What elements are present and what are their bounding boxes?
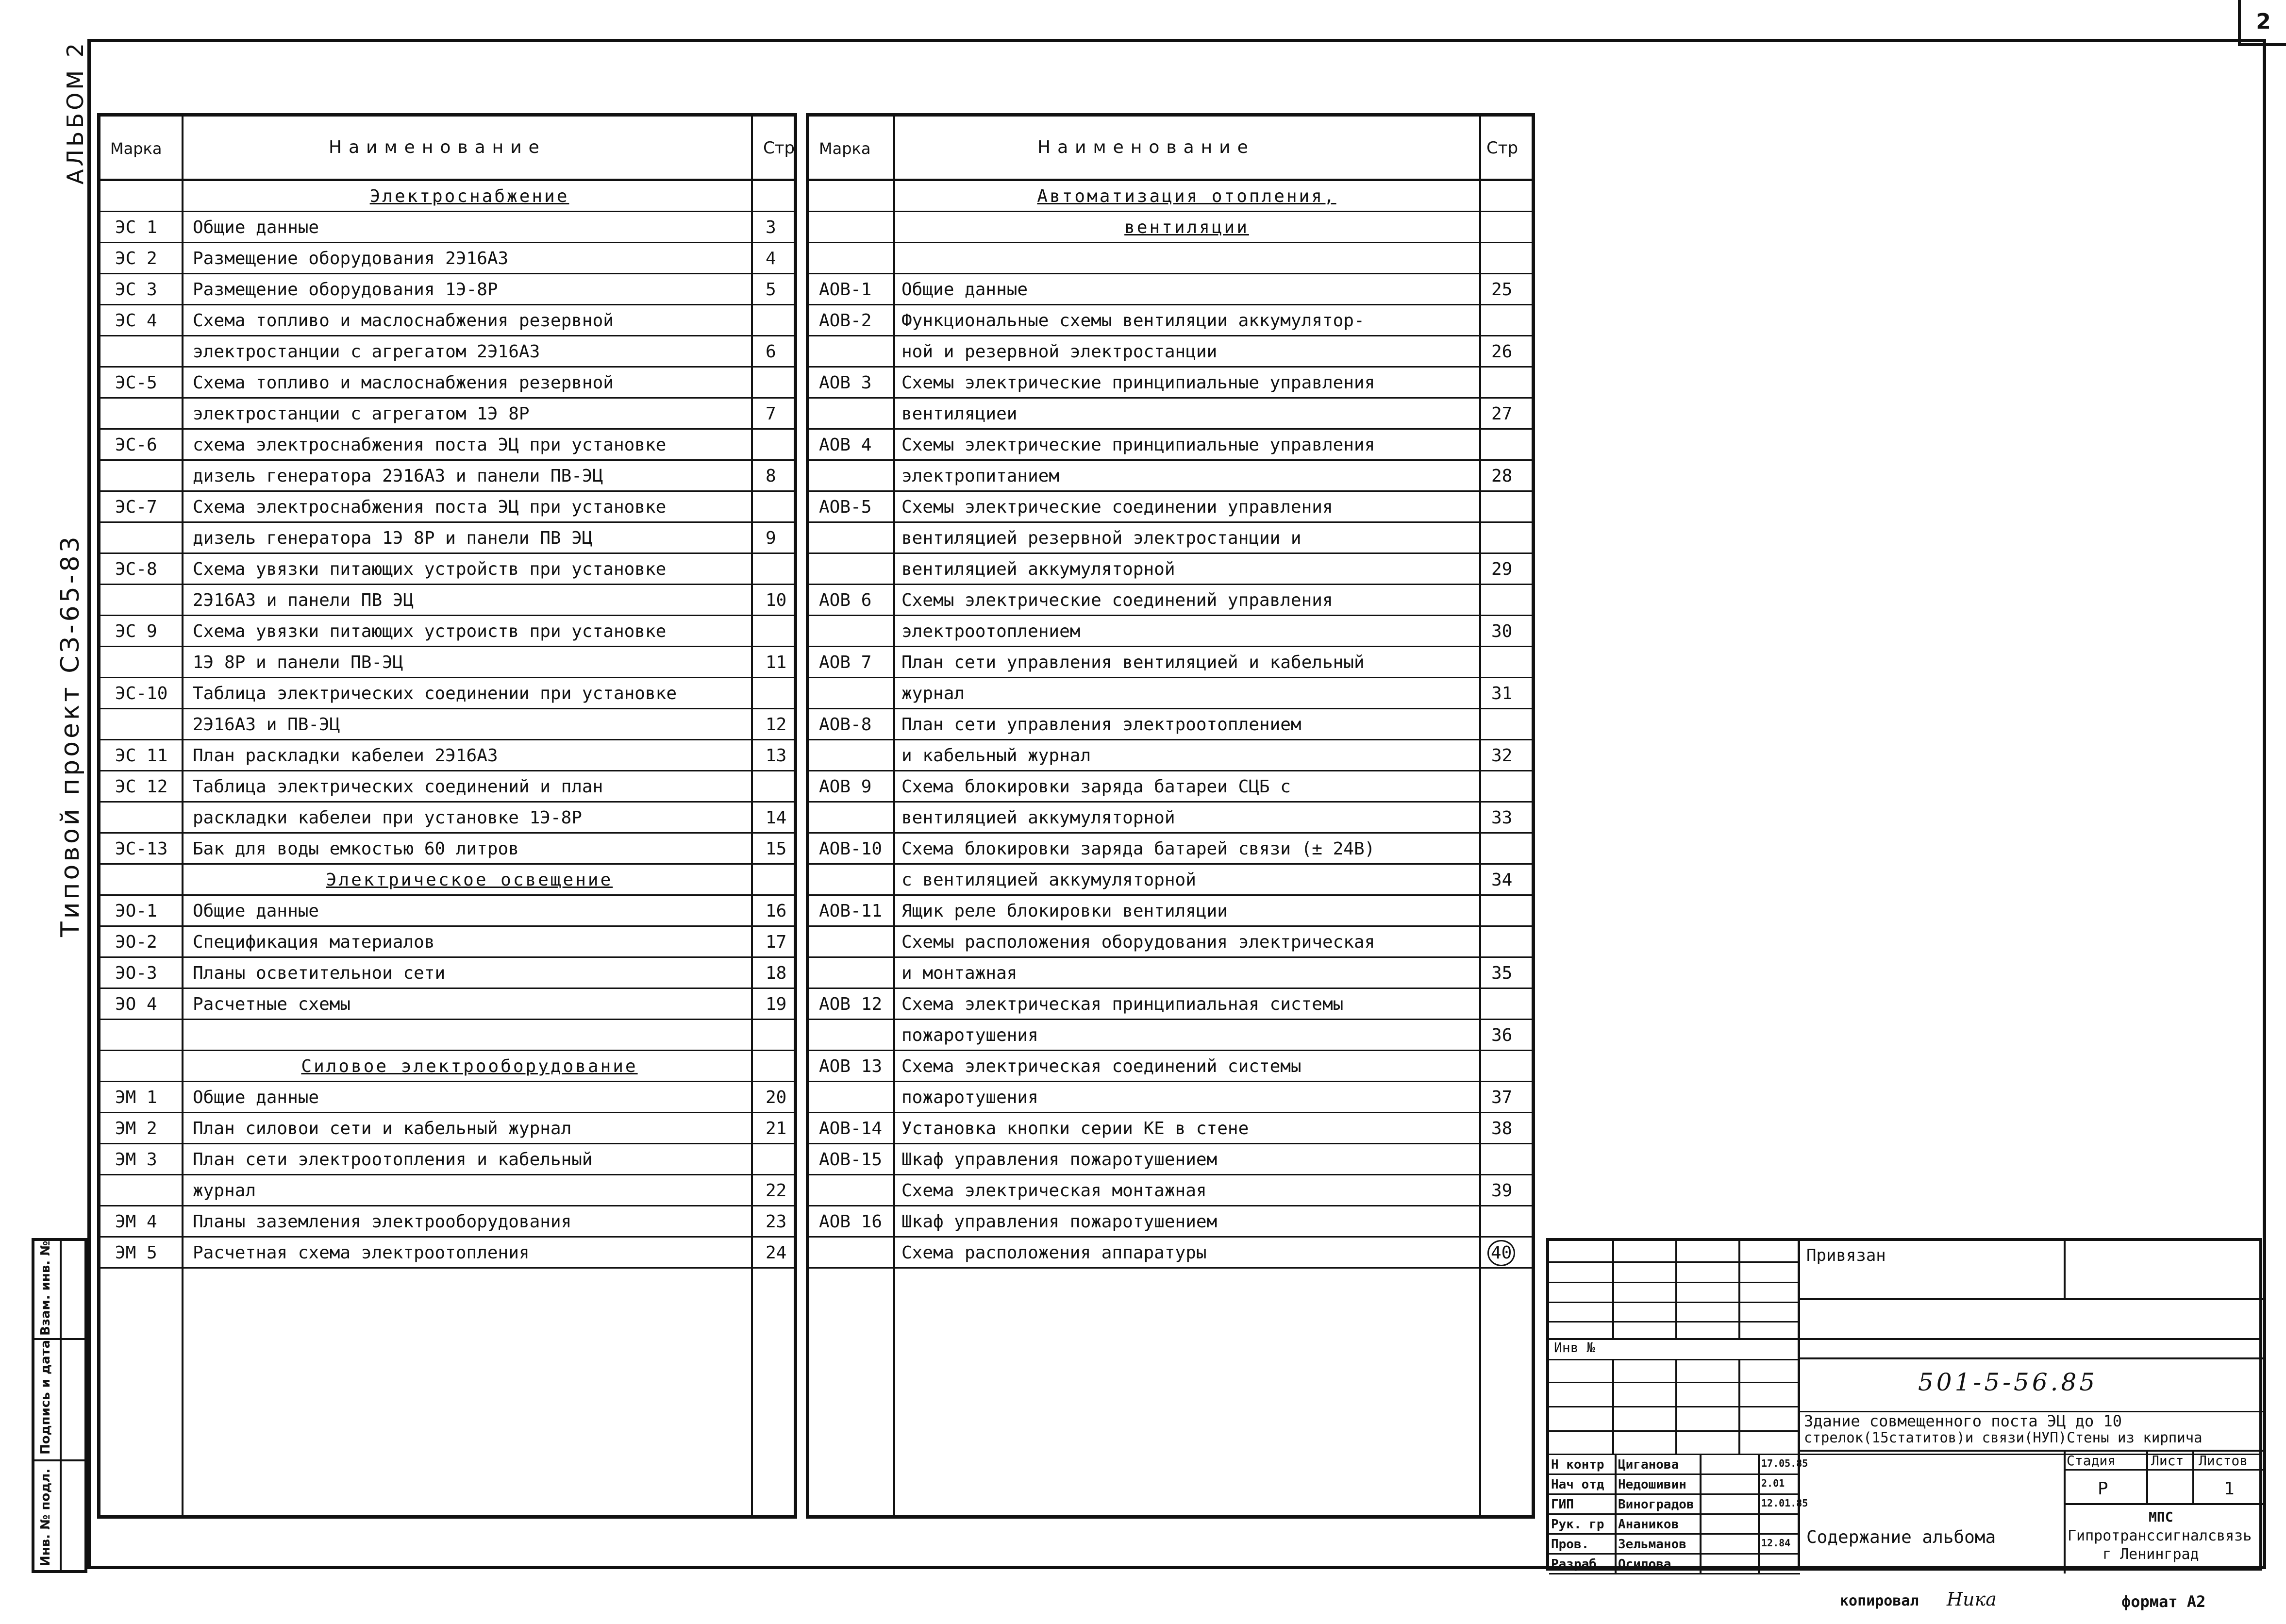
right-row-name: Схема расположения аппаратуры — [901, 1243, 1207, 1263]
left-row-page: 11 — [766, 653, 787, 672]
left-row-mark: ЭМ 1 — [115, 1088, 157, 1107]
staff-row — [1549, 1515, 1800, 1535]
right-row-name: пожаротушения — [901, 1025, 1038, 1045]
left-row-page: 7 — [766, 404, 776, 424]
right-row-mark: АОВ-15 — [819, 1150, 883, 1170]
staff-name: Недошивин — [1618, 1477, 1686, 1492]
project-label: Типовой проект СЗ-65-83 — [56, 534, 85, 937]
staff-row — [1549, 1455, 1808, 1475]
right-row-mark: АОВ 12 — [819, 994, 883, 1014]
left-table-row — [100, 461, 794, 492]
left-section-title: Электроснабжение — [369, 186, 569, 206]
left-row-name: Общие данные — [193, 901, 319, 921]
left-row-page: 13 — [766, 746, 787, 766]
privyazan-label: Привязан — [1806, 1246, 1886, 1265]
left-table-row — [100, 212, 794, 243]
format-label: формат А2 — [2121, 1592, 2206, 1611]
left-row-name: Планы осветительнои сети — [193, 963, 446, 983]
left-row-name: Планы заземления электрооборудования — [193, 1212, 572, 1232]
right-row-page: 34 — [1491, 870, 1513, 890]
right-section-title: вентиляции — [1124, 218, 1249, 237]
left-table-row — [100, 181, 794, 212]
sheet-number: 2 — [2238, 0, 2286, 46]
inv-no-label: Инв № — [1554, 1339, 1595, 1356]
right-table-row — [809, 1144, 1532, 1175]
right-row-name: Схемы расположения оборудования электрическая — [901, 932, 1375, 952]
right-table-row — [809, 1051, 1532, 1082]
left-row-name: электростанции с агрегатом 2Э16А3 — [193, 342, 540, 362]
right-row-page: 33 — [1491, 808, 1513, 828]
left-row-name: Размещение оборудования 2Э16А3 — [193, 249, 509, 268]
right-table-row — [809, 834, 1532, 865]
left-table-row — [100, 430, 794, 461]
left-row-name: Таблица электрических соединений и план — [193, 777, 603, 797]
staff-name: Осипова — [1618, 1557, 1671, 1572]
left-row-page: 17 — [766, 932, 787, 952]
stage-value: Р — [2098, 1479, 2108, 1499]
left-table-row — [100, 492, 794, 523]
left-row-mark: ЭС 12 — [115, 777, 168, 797]
left-row-mark: ЭС-8 — [115, 559, 157, 579]
left-contents-table — [97, 113, 797, 1519]
right-row-mark: АОВ-11 — [819, 901, 883, 921]
left-row-name: раскладки кабелеи при установке 1Э-8Р — [193, 808, 582, 828]
left-table-row — [100, 616, 794, 647]
left-row-page: 19 — [766, 994, 787, 1014]
left-row-page: 6 — [766, 342, 776, 362]
left-row-page: 15 — [766, 839, 787, 859]
left-section-title: Силовое электрооборудование — [301, 1056, 638, 1076]
left-row-mark: ЭС 1 — [115, 218, 157, 237]
title-block — [1546, 1238, 2262, 1571]
right-row-mark: АОВ-2 — [819, 311, 872, 331]
left-row-name: План раскладки кабелеи 2Э16А3 — [193, 746, 498, 766]
side-stamp — [32, 1238, 87, 1573]
left-row-name: План силовои сети и кабельный журнал — [193, 1119, 572, 1138]
right-table-row — [809, 585, 1532, 616]
right-row-mark: АОВ 16 — [819, 1212, 883, 1232]
left-row-mark: ЭО-2 — [115, 932, 157, 952]
right-row-name: ной и резервной электростанции — [901, 342, 1218, 362]
left-row-name: План сети электроотопления и кабельный — [193, 1150, 593, 1170]
left-table-row — [100, 336, 794, 368]
left-row-mark: ЭС-10 — [115, 684, 168, 703]
left-row-name: Размещение оборудования 1Э-8Р — [193, 280, 498, 300]
left-row-name: Схема увязки питающих устройств при установке — [193, 559, 667, 579]
staff-name: Циганова — [1618, 1457, 1679, 1472]
left-table-row — [100, 1175, 794, 1206]
stamp-replace-label: Взам. инв. № — [38, 1240, 53, 1336]
left-row-page: 14 — [766, 808, 787, 828]
right-table-row — [809, 647, 1532, 678]
left-row-name: Схема топливо и маслоснабжения резервной — [193, 311, 614, 331]
right-table-row — [809, 243, 1532, 274]
left-row-mark: ЭО-1 — [115, 901, 157, 921]
staff-role: Разраб. — [1551, 1557, 1604, 1572]
right-row-name: Схема блокировки заряда батареи СЦБ с — [901, 777, 1291, 797]
left-table-row — [100, 368, 794, 399]
right-row-page: 39 — [1491, 1181, 1513, 1201]
left-table-row — [100, 896, 794, 927]
stamp-inv-label: Инв. № подл. — [38, 1468, 53, 1566]
sheets-value: 1 — [2224, 1479, 2235, 1499]
right-table-row — [809, 368, 1532, 399]
right-row-name: пожаротушения — [901, 1088, 1038, 1107]
left-table-row — [100, 585, 794, 616]
staff-row — [1549, 1535, 1800, 1555]
right-table-row — [809, 523, 1532, 554]
org-line-3: г Ленинград — [2102, 1546, 2199, 1563]
left-row-page: 9 — [766, 528, 776, 548]
building-title-2: стрелок(15статитов)и связи(НУП)Стены из кирпича — [1804, 1429, 2203, 1446]
right-table-row — [809, 865, 1532, 896]
right-table-row — [809, 803, 1532, 834]
right-table-row — [809, 1175, 1532, 1206]
right-table-row — [809, 678, 1532, 709]
left-row-mark: ЭС-7 — [115, 497, 157, 517]
right-table-row — [809, 1238, 1532, 1269]
staff-role: Нач отд — [1551, 1477, 1604, 1492]
right-row-name: Схемы электрические соединении управления — [901, 497, 1333, 517]
right-contents-table — [806, 113, 1535, 1519]
right-row-name: электроотоплением — [901, 621, 1081, 641]
left-row-name: Спецификация материалов — [193, 932, 435, 952]
left-table-row — [100, 647, 794, 678]
left-row-mark: ЭС-6 — [115, 435, 157, 455]
left-table-row — [100, 305, 794, 336]
right-row-mark: АОВ 13 — [819, 1056, 883, 1076]
right-table-row — [809, 336, 1532, 368]
right-row-page: 28 — [1491, 466, 1513, 486]
sheet-title: Содержание альбома — [1806, 1527, 1996, 1547]
org-line-2: Гипротранссигналсвязь — [2068, 1527, 2252, 1544]
stage-label: Стадия — [2067, 1453, 2116, 1469]
right-row-page: 32 — [1491, 746, 1513, 766]
left-table-row — [100, 554, 794, 585]
right-table-row — [809, 1020, 1532, 1051]
copied-label: копировал — [1840, 1592, 1919, 1609]
left-table-row — [100, 1238, 794, 1269]
staff-date: 2.01 — [1761, 1477, 1785, 1489]
staff-row — [1549, 1555, 1800, 1574]
staff-row — [1549, 1495, 1808, 1515]
right-table-row — [809, 212, 1532, 243]
left-row-page: 20 — [766, 1088, 787, 1107]
right-row-name: Схема электрическая соединений системы — [901, 1056, 1302, 1076]
right-row-name: и монтажная — [901, 963, 1018, 983]
right-row-name: с вентиляцией аккумуляторной — [901, 870, 1196, 890]
left-table-row — [100, 1020, 794, 1051]
right-section-title: Автоматизация отопления, — [1037, 186, 1336, 206]
left-table-row — [100, 927, 794, 958]
left-table-row — [100, 803, 794, 834]
right-row-name: и кабельный журнал — [901, 746, 1091, 766]
right-row-name: Схема блокировки заряда батарей связи (± 24В) — [901, 839, 1375, 859]
left-row-page: 5 — [766, 280, 776, 300]
left-row-name: схема электроснабжения поста ЭЦ при установке — [193, 435, 667, 455]
left-table-row — [100, 865, 794, 896]
staff-role: Н контр — [1551, 1457, 1604, 1472]
left-row-mark: ЭМ 4 — [115, 1212, 157, 1232]
left-table-row — [100, 958, 794, 989]
left-row-name: 2Э16А3 и ПВ-ЭЦ — [193, 715, 340, 735]
left-row-page: 24 — [766, 1243, 787, 1263]
right-table-row — [809, 181, 1532, 212]
left-section-title: Электрическое освещение — [326, 870, 613, 890]
right-header-name: Наименование — [1037, 137, 1255, 157]
right-table-row — [809, 927, 1532, 958]
left-row-mark: ЭМ 5 — [115, 1243, 157, 1263]
staff-date: 17.05.85 — [1761, 1457, 1808, 1469]
left-row-name: дизель генератора 1Э 8Р и панели ПВ ЭЦ — [193, 528, 593, 548]
right-row-mark: АОВ-10 — [819, 839, 883, 859]
left-row-page: 21 — [766, 1119, 787, 1138]
right-row-mark: АОВ 4 — [819, 435, 872, 455]
left-row-name: Расчетная схема электроотопления — [193, 1243, 530, 1263]
right-row-page: 25 — [1491, 280, 1513, 300]
left-table-row — [100, 678, 794, 709]
left-table-row — [100, 771, 794, 803]
right-table-row — [809, 771, 1532, 803]
left-row-page: 10 — [766, 590, 787, 610]
right-table-row — [809, 399, 1532, 430]
right-header-page: Стр — [1486, 138, 1518, 158]
right-row-name: журнал — [901, 684, 965, 703]
left-row-name: дизель генератора 2Э16А3 и панели ПВ-ЭЦ — [193, 466, 603, 486]
right-row-page: 38 — [1491, 1119, 1513, 1138]
left-row-page: 23 — [766, 1212, 787, 1232]
sheet-label: Лист — [2151, 1453, 2184, 1469]
staff-name: Анаников — [1618, 1517, 1679, 1532]
right-row-name: Функциональные схемы вентиляции аккумулятор- — [901, 311, 1365, 331]
right-row-mark: АОВ-1 — [819, 280, 872, 300]
staff-role: Рук. гр — [1551, 1517, 1604, 1532]
left-row-name: электростанции с агрегатом 1Э 8Р — [193, 404, 530, 424]
right-row-name: вентиляцией резервной электростанции и — [901, 528, 1302, 548]
org-line-1: МПС — [2149, 1509, 2173, 1525]
right-table-row — [809, 492, 1532, 523]
right-row-name: Схемы электрические принципиальные управления — [901, 373, 1375, 393]
left-row-name: Общие данные — [193, 218, 319, 237]
left-row-page: 3 — [766, 218, 776, 237]
right-row-name: Схема электрическая принципиальная системы — [901, 994, 1344, 1014]
left-row-name: Схема электроснабжения поста ЭЦ при установке — [193, 497, 667, 517]
left-row-name: Общие данные — [193, 1088, 319, 1107]
building-title-1: Здание совмещенного поста ЭЦ до 10 — [1804, 1412, 2122, 1430]
left-header-page: Стр — [763, 138, 795, 158]
left-table-row — [100, 523, 794, 554]
staff-role: Пров. — [1551, 1537, 1589, 1552]
left-table-row — [100, 740, 794, 771]
copied-name: Ника — [1947, 1589, 1997, 1610]
right-table-row — [809, 958, 1532, 989]
right-row-mark: АОВ-5 — [819, 497, 872, 517]
right-table-row — [809, 274, 1532, 305]
right-row-name: электропитанием — [901, 466, 1060, 486]
left-row-page: 16 — [766, 901, 787, 921]
right-table-row — [809, 616, 1532, 647]
left-row-page: 8 — [766, 466, 776, 486]
drawing-code: 501-5-56.85 — [1918, 1368, 2098, 1396]
right-row-mark: АОВ 3 — [819, 373, 872, 393]
right-table-row — [809, 1113, 1532, 1144]
right-row-page: 30 — [1491, 621, 1513, 641]
right-table-row — [809, 896, 1532, 927]
left-table-row — [100, 243, 794, 274]
right-table-row — [809, 1082, 1532, 1113]
left-table-row — [100, 399, 794, 430]
right-table-row — [809, 740, 1532, 771]
left-row-mark: ЭС 4 — [115, 311, 157, 331]
left-row-name: 1Э 8Р и панели ПВ-ЭЦ — [193, 653, 403, 672]
left-row-mark: ЭС 11 — [115, 746, 168, 766]
right-row-name: План сети управления электроотоплением — [901, 715, 1302, 735]
left-row-name: 2Э16А3 и панели ПВ ЭЦ — [193, 590, 414, 610]
sheets-label: Листов — [2199, 1453, 2248, 1469]
left-row-mark: ЭС 9 — [115, 621, 157, 641]
right-table-row — [809, 461, 1532, 492]
right-table-row — [809, 1206, 1532, 1238]
left-row-mark: ЭМ 3 — [115, 1150, 157, 1170]
left-row-name: Бак для воды емкостью 60 литров — [193, 839, 519, 859]
right-table-row — [809, 989, 1532, 1020]
left-row-page: 22 — [766, 1181, 787, 1201]
right-row-page: 29 — [1491, 559, 1513, 579]
right-row-page: 35 — [1491, 963, 1513, 983]
staff-date: 12.01.85 — [1761, 1497, 1808, 1509]
right-table-row — [809, 430, 1532, 461]
right-header-mark: Марка — [819, 139, 871, 158]
staff-date: 12.84 — [1761, 1537, 1791, 1549]
left-table-row — [100, 989, 794, 1020]
right-row-name: План сети управления вентиляцией и кабельный — [901, 653, 1365, 672]
stamp-sign-label: Подпись и дата — [38, 1339, 53, 1455]
right-row-name: Шкаф управления пожаротушением — [901, 1150, 1218, 1170]
left-row-name: Таблица электрических соединении при установке — [193, 684, 677, 703]
left-row-name: Расчетные схемы — [193, 994, 351, 1014]
left-header-name: Наименование — [329, 137, 546, 157]
left-table-row — [100, 1206, 794, 1238]
right-table-row — [809, 305, 1532, 336]
right-row-name: вентиляцией аккумуляторной — [901, 559, 1175, 579]
right-row-name: Схемы электрические соединений управления — [901, 590, 1333, 610]
right-row-page: 36 — [1491, 1025, 1513, 1045]
left-row-mark: ЭО 4 — [115, 994, 157, 1014]
left-row-mark: ЭС-13 — [115, 839, 168, 859]
right-row-page: 31 — [1491, 684, 1513, 703]
right-row-name: вентиляциеи — [901, 404, 1018, 424]
album-label: АЛЬБОМ 2 — [62, 40, 88, 184]
left-row-page: 12 — [766, 715, 787, 735]
left-table-row — [100, 1113, 794, 1144]
right-row-name: Установка кнопки серии КЕ в стене — [901, 1119, 1249, 1138]
left-table-row — [100, 1051, 794, 1082]
right-table-row — [809, 709, 1532, 740]
right-row-page: 27 — [1491, 404, 1513, 424]
left-row-mark: ЭС-5 — [115, 373, 157, 393]
right-row-name: Шкаф управления пожаротушением — [901, 1212, 1218, 1232]
staff-row — [1549, 1475, 1800, 1495]
left-table-row — [100, 834, 794, 865]
left-row-mark: ЭО-3 — [115, 963, 157, 983]
right-row-page: 40 — [1487, 1240, 1515, 1266]
right-row-name: Схема электрическая монтажная — [901, 1181, 1207, 1201]
right-row-name: Схемы электрические принципиальные управления — [901, 435, 1375, 455]
right-row-page: 37 — [1491, 1088, 1513, 1107]
staff-name: Зельманов — [1618, 1537, 1686, 1552]
right-row-name: Ящик реле блокировки вентиляции — [901, 901, 1228, 921]
left-row-mark: ЭС 3 — [115, 280, 157, 300]
right-row-mark: АОВ 7 — [819, 653, 872, 672]
left-table-row — [100, 1144, 794, 1175]
left-row-name: Схема увязки питающих устроиств при установке — [193, 621, 667, 641]
right-row-mark: АОВ-14 — [819, 1119, 883, 1138]
left-row-name: Схема топливо и маслоснабжения резервной — [193, 373, 614, 393]
right-row-page: 26 — [1491, 342, 1513, 362]
left-row-page: 4 — [766, 249, 776, 268]
staff-name: Виноградов — [1618, 1497, 1694, 1512]
left-row-mark: ЭС 2 — [115, 249, 157, 268]
right-row-mark: АОВ 6 — [819, 590, 872, 610]
left-row-mark: ЭМ 2 — [115, 1119, 157, 1138]
left-table-row — [100, 1082, 794, 1113]
left-table-row — [100, 274, 794, 305]
left-table-row — [100, 709, 794, 740]
right-row-mark: АОВ 9 — [819, 777, 872, 797]
left-row-page: 18 — [766, 963, 787, 983]
right-row-name: Общие данные — [901, 280, 1028, 300]
right-row-mark: АОВ-8 — [819, 715, 872, 735]
right-table-row — [809, 554, 1532, 585]
staff-role: ГИП — [1551, 1497, 1574, 1512]
left-header-mark: Марка — [110, 139, 162, 158]
right-row-name: вентиляцией аккумуляторной — [901, 808, 1175, 828]
left-row-name: журнал — [193, 1181, 256, 1201]
